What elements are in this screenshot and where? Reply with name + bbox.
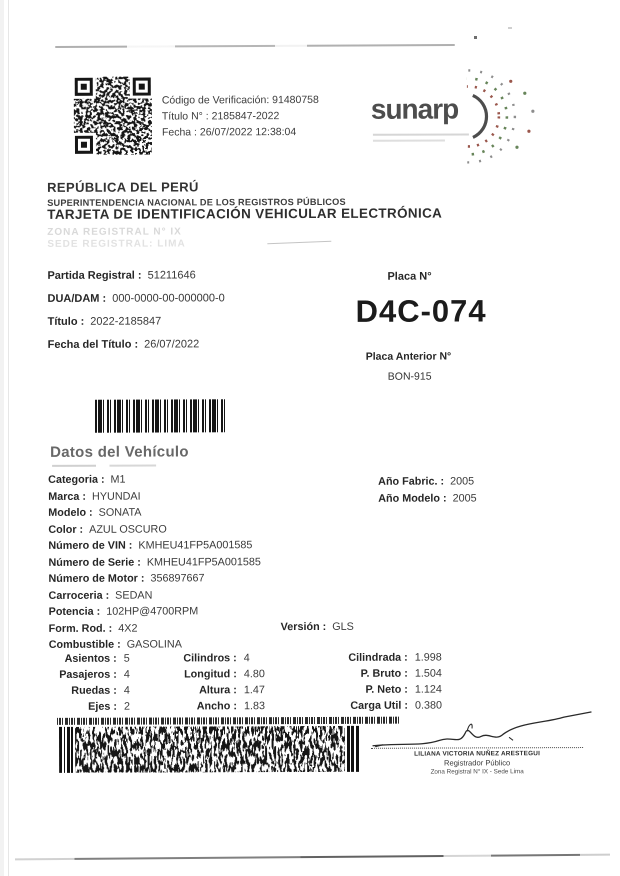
vehicle-fields — [48, 473, 261, 655]
field-motor: Número de Motor : 356897667 — [48, 572, 205, 585]
specs-column-3 — [326, 652, 442, 716]
pdf417-start-pattern — [59, 727, 75, 773]
field-categoria: Categoria : M1 — [48, 473, 126, 486]
field-longitud: Longitud : 4.80 — [184, 668, 265, 681]
field-fecha-titulo: Fecha del Título : 26/07/2022 — [47, 338, 200, 351]
header-zone-faded: ZONA REGISTRAL N° IX — [47, 226, 182, 238]
registrar-name: LILIANA VICTORIA NUÑEZ ARESTEGUI — [414, 750, 541, 758]
barcode-pdf417 — [59, 726, 361, 773]
field-color: Color : AZUL OSCURO — [48, 523, 167, 536]
sunarp-tagline-faded — [373, 133, 469, 135]
field-form-rod: Form. Rod. : 4X2 — [48, 622, 138, 635]
field-dua-dam: DUA/DAM : 000-0000-00-000000-0 — [47, 292, 225, 305]
verification-block — [162, 92, 319, 141]
field-vin: Número de VIN : KMHEU41FP5A001585 — [48, 539, 253, 552]
sunarp-logo — [371, 81, 571, 152]
field-altura: Altura : 1.47 — [199, 683, 265, 697]
previous-plate-number: BON-915 — [387, 370, 432, 383]
specs-column-1 — [47, 653, 130, 717]
plate-label: Placa N° — [387, 270, 432, 283]
vehicle-section-underline — [52, 465, 156, 467]
scan-artifact-dash — [267, 241, 331, 244]
field-serie: Número de Serie : KMHEU41FP5A001585 — [48, 555, 261, 569]
field-ancho: Ancho : 1.83 — [196, 699, 265, 713]
barcode-1d — [95, 399, 227, 432]
sunarp-logo-text: sunarp — [370, 93, 459, 125]
registration-block — [47, 269, 225, 362]
field-titulo: Título : 2022-2185847 — [47, 315, 162, 328]
field-marca: Marca : HYUNDAI — [48, 490, 141, 503]
field-ano-modelo: Año Modelo : 2005 — [378, 491, 477, 505]
header-country: REPÚBLICA DEL PERÚ — [47, 179, 199, 195]
field-version: Versión : GLS — [280, 620, 354, 634]
field-ejes: Ejes : 2 — [88, 700, 130, 713]
field-carroceria: Carroceria : SEDAN — [48, 589, 153, 602]
barcode-strip — [57, 717, 401, 725]
field-cilindros: Cilindros : 4 — [183, 652, 250, 665]
field-partida-registral: Partida Registral : 51211646 — [47, 269, 196, 282]
vehicle-year-fields — [378, 475, 477, 508]
verification-code: Código de Verificación: 91480758 — [161, 93, 319, 107]
sunarp-logo-swirl-icon — [467, 67, 571, 163]
sunarp-tagline-faded — [373, 140, 445, 142]
specs-column-2 — [161, 652, 265, 716]
field-carga-util: Carga Util : 0.380 — [350, 699, 442, 712]
header-institution: SUPERINTENDENCIA NACIONAL DE LOS REGISTROS PÚBLICOS — [47, 196, 346, 208]
qr-code — [71, 74, 155, 158]
verification-title-number: Título N° : 2185847-2022 — [161, 110, 280, 123]
field-ano-fabric: Año Fabric. : 2005 — [378, 475, 475, 488]
field-p-bruto: P. Bruto : 1.504 — [360, 667, 442, 680]
field-ruedas: Ruedas : 4 — [71, 684, 130, 697]
plate-number: D4C-074 — [355, 293, 487, 329]
field-pasajeros: Pasajeros : 4 — [59, 668, 130, 681]
registrar-zone: Zona Registral N° IX - Sede Lima — [430, 768, 524, 776]
field-cilindrada: Cilindrada : 1.998 — [348, 651, 442, 664]
field-modelo: Modelo : SONATA — [48, 506, 142, 519]
registrar-role: Registrador Público — [443, 758, 511, 768]
document-title: TARJETA DE IDENTIFICACIÓN VEHICULAR ELECTRÓNICA — [47, 205, 443, 222]
field-p-neto: P. Neto : 1.124 — [365, 683, 442, 696]
vehicle-section-title: Datos del Vehículo — [50, 443, 189, 461]
previous-plate-label: Placa Anterior N° — [365, 350, 452, 363]
field-combustible: Combustible : GASOLINA — [48, 638, 182, 651]
field-potencia: Potencia : 102HP@4700RPM — [48, 605, 199, 618]
pdf417-stop-pattern — [345, 726, 361, 772]
verification-date: Fecha : 26/07/2022 12:38:04 — [161, 126, 297, 139]
header-sede-faded: SEDE REGISTRAL: LIMA — [47, 238, 186, 250]
field-asientos: Asientos : 5 — [64, 652, 130, 665]
